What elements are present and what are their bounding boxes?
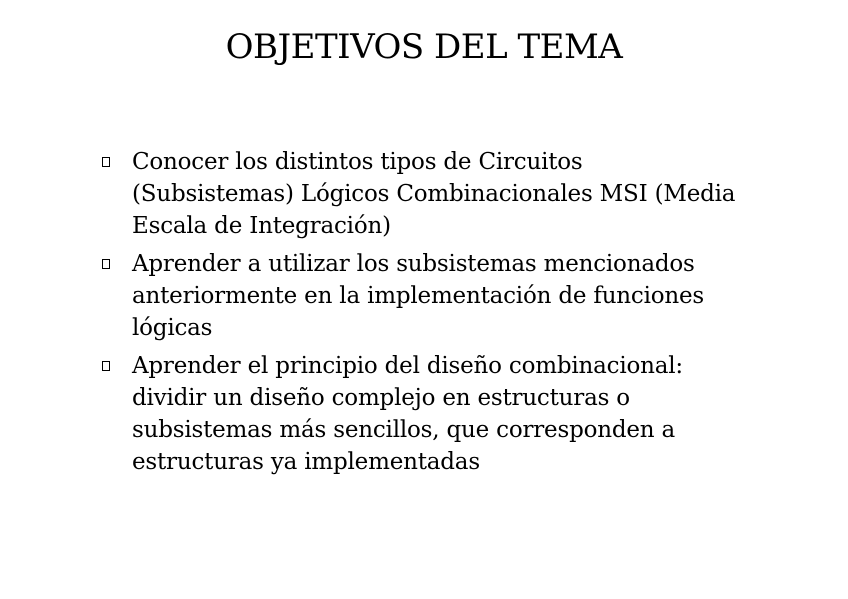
objective-item-2	[100, 248, 740, 344]
square-bullet-icon	[102, 259, 110, 269]
objectives-list	[100, 146, 740, 484]
objective-item-3	[100, 350, 740, 478]
objective-text-1: Conocer los distintos tipos de Circuitos (Subsistemas) Lógicos Combinacionales MSI (Media Escala de Integración)	[132, 149, 736, 239]
objective-text-2: Aprender a utilizar los subsistemas mencionados anteriormente en la implementación de funciones lógicas	[132, 251, 705, 341]
objective-text-3: Aprender el principio del diseño combinacional: dividir un diseño complejo en estructuras o subsistemas más sencillos, que corresponden a estructuras ya implementadas	[132, 353, 683, 475]
objective-item-1	[100, 146, 740, 242]
square-bullet-icon	[102, 361, 110, 371]
square-bullet-icon	[102, 157, 110, 167]
slide-title: OBJETIVOS DEL TEMA	[225, 27, 623, 67]
